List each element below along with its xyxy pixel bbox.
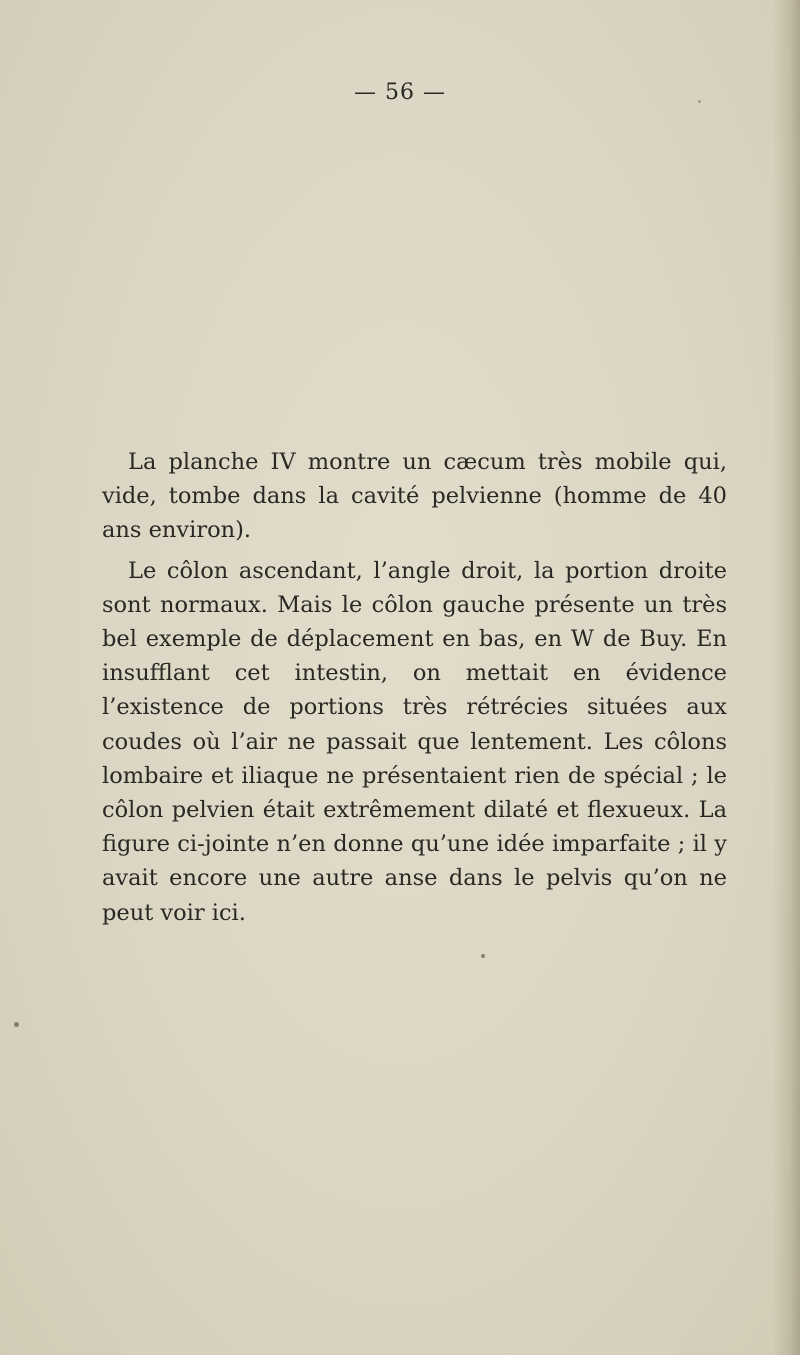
page-number: — 56 — [354,80,446,105]
body-text [102,445,727,930]
paper-speck [14,1022,19,1027]
paragraph-2: Le côlon ascendant, l’angle droit, la portion droite sont normaux. Mais le côlon gauche présente un très bel exemple de déplacement en bas, en W de Buy. En insufflant cet intestin, on mettait en évidence l’existence de portions très rétrécies situées aux coudes où l’air ne passait que lentement. Les côlons lombaire et iliaque ne présentaient rien de spécial ; le côlon pelvien était extrêmement dilaté et flexueux. La figure ci-jointe n’en donne qu’une idée imparfaite ; il y avait encore une autre anse dans le pelvis qu’on ne peut voir ici. [102,557,727,926]
paragraph-1: La planche IV montre un cæcum très mobile qui, vide, tombe dans la cavité pelvienne (homme de 40 ans environ). [102,449,727,544]
paper-speck [481,954,485,958]
page-edge-shadow [772,0,800,1355]
paper-speck [698,100,701,103]
